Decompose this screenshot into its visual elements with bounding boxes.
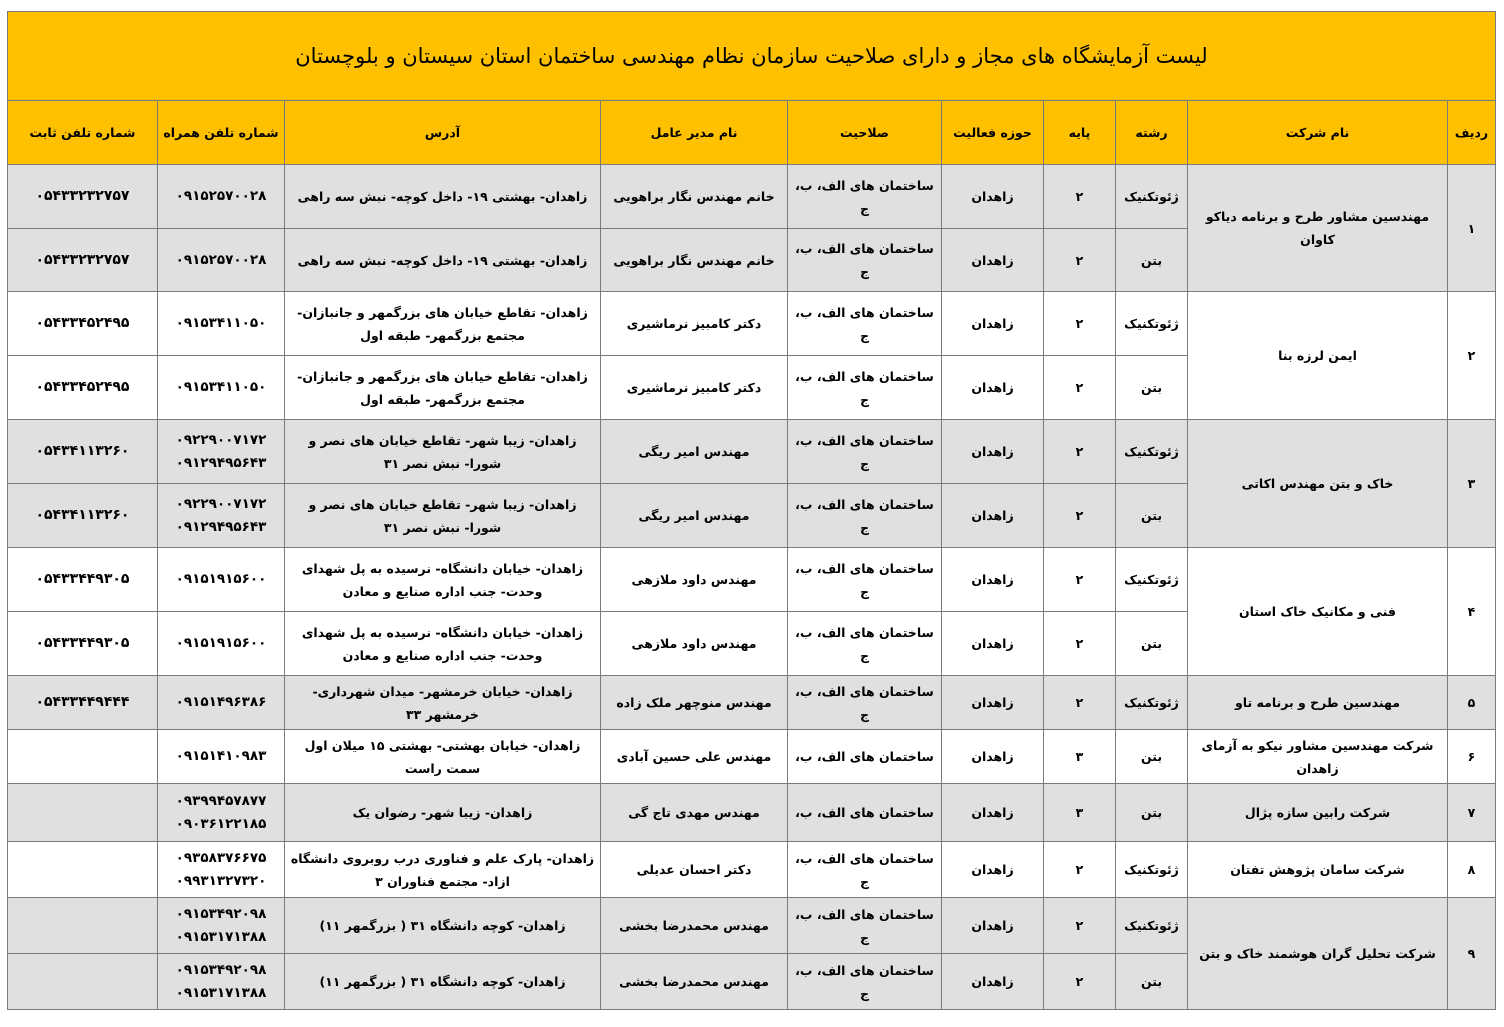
cell-qualification: ساختمان های الف، ب، ج — [788, 292, 942, 356]
lab-table — [7, 11, 1496, 1010]
cell-qualification: ساختمان های الف، ب، ج — [788, 842, 942, 898]
header-mobile: شماره تلفن همراه — [158, 101, 285, 165]
cell-field: بتن — [1116, 612, 1188, 676]
cell-area: زاهدان — [942, 612, 1044, 676]
cell-mobile: ۰۹۳۵۸۳۷۶۶۷۵ ۰۹۹۳۱۳۲۷۳۲۰ — [158, 842, 285, 898]
cell-qualification: ساختمان های الف، ب، ج — [788, 356, 942, 420]
cell-area: زاهدان — [942, 842, 1044, 898]
cell-grade: ۳ — [1044, 784, 1116, 842]
cell-area: زاهدان — [942, 548, 1044, 612]
cell-manager: مهندس علی حسین آبادی — [601, 730, 788, 784]
cell-qualification: ساختمان های الف، ب، ج — [788, 165, 942, 229]
cell-area: زاهدان — [942, 484, 1044, 548]
cell-row-no: ۳ — [1448, 420, 1496, 548]
cell-address: زاهدان- کوچه دانشگاه ۳۱ ( بزرگمهر ۱۱) — [285, 898, 601, 954]
cell-address: زاهدان- خیابان دانشگاه- نرسیده به پل شهدای وحدت- جنب اداره صنایع و معادن — [285, 548, 601, 612]
cell-manager: مهندس منوچهر ملک زاده — [601, 676, 788, 730]
table-body — [7, 165, 1495, 1010]
cell-area: زاهدان — [942, 676, 1044, 730]
cell-area: زاهدان — [942, 954, 1044, 1010]
cell-field: ژئوتکنیک — [1116, 898, 1188, 954]
cell-grade: ۲ — [1044, 954, 1116, 1010]
cell-mobile: ۰۹۱۵۳۴۹۲۰۹۸ ۰۹۱۵۳۱۷۱۳۸۸ — [158, 898, 285, 954]
cell-manager: دکتر کامبیز نرماشیری — [601, 292, 788, 356]
cell-phone: ۰۵۴۳۳۴۵۲۴۹۵ — [7, 292, 157, 356]
cell-grade: ۲ — [1044, 612, 1116, 676]
cell-company-name: خاک و بتن مهندس اکاتی — [1188, 420, 1448, 548]
table-row — [7, 292, 1495, 356]
cell-qualification: ساختمان های الف، ب، ج — [788, 954, 942, 1010]
cell-phone — [7, 898, 157, 954]
cell-manager: خانم مهندس نگار براهویی — [601, 165, 788, 229]
cell-address: زاهدان- تقاطع خیابان های بزرگمهر و جانبازان- مجتمع بزرگمهر- طبقه اول — [285, 356, 601, 420]
cell-row-no: ۹ — [1448, 898, 1496, 1010]
cell-grade: ۲ — [1044, 356, 1116, 420]
cell-mobile: ۰۹۲۲۹۰۰۷۱۷۲ ۰۹۱۲۹۴۹۵۶۴۳ — [158, 484, 285, 548]
cell-address: زاهدان- زیبا شهر- تقاطع خیابان های نصر و شورا- نبش نصر ۳۱ — [285, 484, 601, 548]
cell-area: زاهدان — [942, 165, 1044, 229]
cell-phone: ۰۵۴۳۳۴۴۹۳۰۵ — [7, 548, 157, 612]
cell-mobile: ۰۹۱۵۲۵۷۰۰۲۸ — [158, 165, 285, 229]
cell-mobile: ۰۹۳۹۹۴۵۷۸۷۷ ۰۹۰۳۶۱۲۲۱۸۵ — [158, 784, 285, 842]
header-manager: نام مدیر عامل — [601, 101, 788, 165]
cell-manager: دکتر کامبیز نرماشیری — [601, 356, 788, 420]
cell-field: بتن — [1116, 784, 1188, 842]
table-row — [7, 420, 1495, 484]
cell-phone: ۰۵۴۳۳۲۳۲۷۵۷ — [7, 229, 157, 292]
cell-address: زاهدان- بهشتی ۱۹- داخل کوچه- نبش سه راهی — [285, 229, 601, 292]
cell-qualification: ساختمان های الف، ب، ج — [788, 612, 942, 676]
cell-address: زاهدان- کوچه دانشگاه ۳۱ ( بزرگمهر ۱۱) — [285, 954, 601, 1010]
table-row — [7, 842, 1495, 898]
cell-phone — [7, 954, 157, 1010]
cell-row-no: ۲ — [1448, 292, 1496, 420]
cell-address: زاهدان- خیابان خرمشهر- میدان شهرداری- خرمشهر ۳۳ — [285, 676, 601, 730]
cell-row-no: ۴ — [1448, 548, 1496, 676]
cell-phone: ۰۵۴۳۴۱۱۳۲۶۰ — [7, 484, 157, 548]
cell-address: زاهدان- پارک علم و فناوری درب روبروی دانشگاه ازاد- مجتمع فناوران ۳ — [285, 842, 601, 898]
cell-field: ژئوتکنیک — [1116, 292, 1188, 356]
cell-manager: مهندس محمدرضا بخشی — [601, 954, 788, 1010]
cell-grade: ۲ — [1044, 898, 1116, 954]
cell-area: زاهدان — [942, 898, 1044, 954]
cell-phone: ۰۵۴۳۳۲۳۲۷۵۷ — [7, 165, 157, 229]
cell-manager: خانم مهندس نگار براهویی — [601, 229, 788, 292]
cell-mobile: ۰۹۱۵۱۹۱۵۶۰۰ — [158, 612, 285, 676]
cell-company-name: مهندسین مشاور طرح و برنامه دیاکو کاوان — [1188, 165, 1448, 292]
cell-phone — [7, 784, 157, 842]
cell-row-no: ۶ — [1448, 730, 1496, 784]
cell-field: ژئوتکنیک — [1116, 420, 1188, 484]
cell-manager: مهندس امیر ریگی — [601, 420, 788, 484]
cell-row-no: ۸ — [1448, 842, 1496, 898]
header-field: رشته — [1116, 101, 1188, 165]
cell-mobile: ۰۹۲۲۹۰۰۷۱۷۲ ۰۹۱۲۹۴۹۵۶۴۳ — [158, 420, 285, 484]
table-row — [7, 165, 1495, 229]
cell-phone: ۰۵۴۳۴۱۱۳۲۶۰ — [7, 420, 157, 484]
cell-qualification: ساختمان های الف، ب، ج — [788, 548, 942, 612]
cell-phone — [7, 842, 157, 898]
cell-phone: ۰۵۴۳۳۴۴۹۴۴۴ — [7, 676, 157, 730]
cell-manager: مهندس امیر ریگی — [601, 484, 788, 548]
cell-address: زاهدان- زیبا شهر- تقاطع خیابان های نصر و شورا- نبش نصر ۳۱ — [285, 420, 601, 484]
cell-field: ژئوتکنیک — [1116, 676, 1188, 730]
header-qualification: صلاحیت — [788, 101, 942, 165]
table-row — [7, 898, 1495, 954]
cell-field: بتن — [1116, 484, 1188, 548]
cell-qualification: ساختمان های الف، ب، — [788, 730, 942, 784]
cell-grade: ۲ — [1044, 165, 1116, 229]
cell-mobile: ۰۹۱۵۳۴۱۱۰۵۰ — [158, 356, 285, 420]
cell-address: زاهدان- خیابان دانشگاه- نرسیده به پل شهدای وحدت- جنب اداره صنایع و معادن — [285, 612, 601, 676]
cell-company-name: شرکت رابین سازه پژال — [1188, 784, 1448, 842]
cell-area: زاهدان — [942, 784, 1044, 842]
cell-field: بتن — [1116, 730, 1188, 784]
cell-area: زاهدان — [942, 420, 1044, 484]
table-row — [7, 730, 1495, 784]
cell-row-no: ۷ — [1448, 784, 1496, 842]
cell-address: زاهدان- زیبا شهر- رضوان یک — [285, 784, 601, 842]
cell-qualification: ساختمان های الف، ب، — [788, 784, 942, 842]
cell-field: ژئوتکنیک — [1116, 548, 1188, 612]
cell-mobile: ۰۹۱۵۱۴۱۰۹۸۳ — [158, 730, 285, 784]
cell-field: ژئوتکنیک — [1116, 165, 1188, 229]
cell-row-no: ۵ — [1448, 676, 1496, 730]
header-area: حوزه فعالیت — [942, 101, 1044, 165]
cell-qualification: ساختمان های الف، ب، ج — [788, 420, 942, 484]
cell-address: زاهدان- خیابان بهشتی- بهشتی ۱۵ میلان اول سمت راست — [285, 730, 601, 784]
cell-company-name: ایمن لرزه بنا — [1188, 292, 1448, 420]
cell-address: زاهدان- تقاطع خیابان های بزرگمهر و جانبازان- مجتمع بزرگمهر- طبقه اول — [285, 292, 601, 356]
lab-list-sheet — [8, 11, 1496, 1010]
cell-grade: ۲ — [1044, 548, 1116, 612]
cell-mobile: ۰۹۱۵۳۴۱۱۰۵۰ — [158, 292, 285, 356]
cell-field: ژئوتکنیک — [1116, 842, 1188, 898]
cell-grade: ۲ — [1044, 292, 1116, 356]
cell-area: زاهدان — [942, 356, 1044, 420]
table-row — [7, 676, 1495, 730]
cell-company-name: شرکت تحلیل گران هوشمند خاک و بتن — [1188, 898, 1448, 1010]
header-row-no: ردیف — [1448, 101, 1496, 165]
cell-mobile: ۰۹۱۵۳۴۹۲۰۹۸ ۰۹۱۵۳۱۷۱۳۸۸ — [158, 954, 285, 1010]
cell-phone: ۰۵۴۳۳۴۵۲۴۹۵ — [7, 356, 157, 420]
cell-company-name: فنی و مکانیک خاک استان — [1188, 548, 1448, 676]
cell-address: زاهدان- بهشتی ۱۹- داخل کوچه- نبش سه راهی — [285, 165, 601, 229]
header-address: آدرس — [285, 101, 601, 165]
cell-area: زاهدان — [942, 730, 1044, 784]
table-row — [7, 784, 1495, 842]
cell-phone — [7, 730, 157, 784]
header-row — [7, 101, 1495, 165]
cell-mobile: ۰۹۱۵۱۹۱۵۶۰۰ — [158, 548, 285, 612]
header-company: نام شرکت — [1188, 101, 1448, 165]
header-phone: شماره تلفن ثابت — [7, 101, 157, 165]
cell-company-name: مهندسین طرح و برنامه تاو — [1188, 676, 1448, 730]
cell-company-name: شرکت مهندسین مشاور نیکو به آزمای زاهدان — [1188, 730, 1448, 784]
header-grade: پایه — [1044, 101, 1116, 165]
cell-grade: ۲ — [1044, 420, 1116, 484]
cell-qualification: ساختمان های الف، ب، ج — [788, 229, 942, 292]
cell-field: بتن — [1116, 229, 1188, 292]
cell-field: بتن — [1116, 356, 1188, 420]
cell-company-name: شرکت سامان پژوهش تفتان — [1188, 842, 1448, 898]
cell-area: زاهدان — [942, 292, 1044, 356]
cell-field: بتن — [1116, 954, 1188, 1010]
cell-grade: ۲ — [1044, 229, 1116, 292]
cell-grade: ۲ — [1044, 484, 1116, 548]
cell-mobile: ۰۹۱۵۱۴۹۶۳۸۶ — [158, 676, 285, 730]
cell-qualification: ساختمان های الف، ب، ج — [788, 676, 942, 730]
cell-manager: دکتر احسان عدیلی — [601, 842, 788, 898]
cell-area: زاهدان — [942, 229, 1044, 292]
cell-manager: مهندس محمدرضا بخشی — [601, 898, 788, 954]
table-row — [7, 548, 1495, 612]
cell-mobile: ۰۹۱۵۲۵۷۰۰۲۸ — [158, 229, 285, 292]
cell-qualification: ساختمان های الف، ب، ج — [788, 484, 942, 548]
cell-qualification: ساختمان های الف، ب، ج — [788, 898, 942, 954]
cell-row-no: ۱ — [1448, 165, 1496, 292]
cell-manager: مهندس مهدی تاج گی — [601, 784, 788, 842]
page-title: لیست آزمایشگاه های مجاز و دارای صلاحیت سازمان نظام مهندسی ساختمان استان سیستان و بلوچستان — [7, 12, 1495, 101]
cell-manager: مهندس داود ملازهی — [601, 612, 788, 676]
cell-phone: ۰۵۴۳۳۴۴۹۳۰۵ — [7, 612, 157, 676]
cell-grade: ۲ — [1044, 676, 1116, 730]
cell-grade: ۲ — [1044, 842, 1116, 898]
cell-grade: ۳ — [1044, 730, 1116, 784]
cell-manager: مهندس داود ملازهی — [601, 548, 788, 612]
